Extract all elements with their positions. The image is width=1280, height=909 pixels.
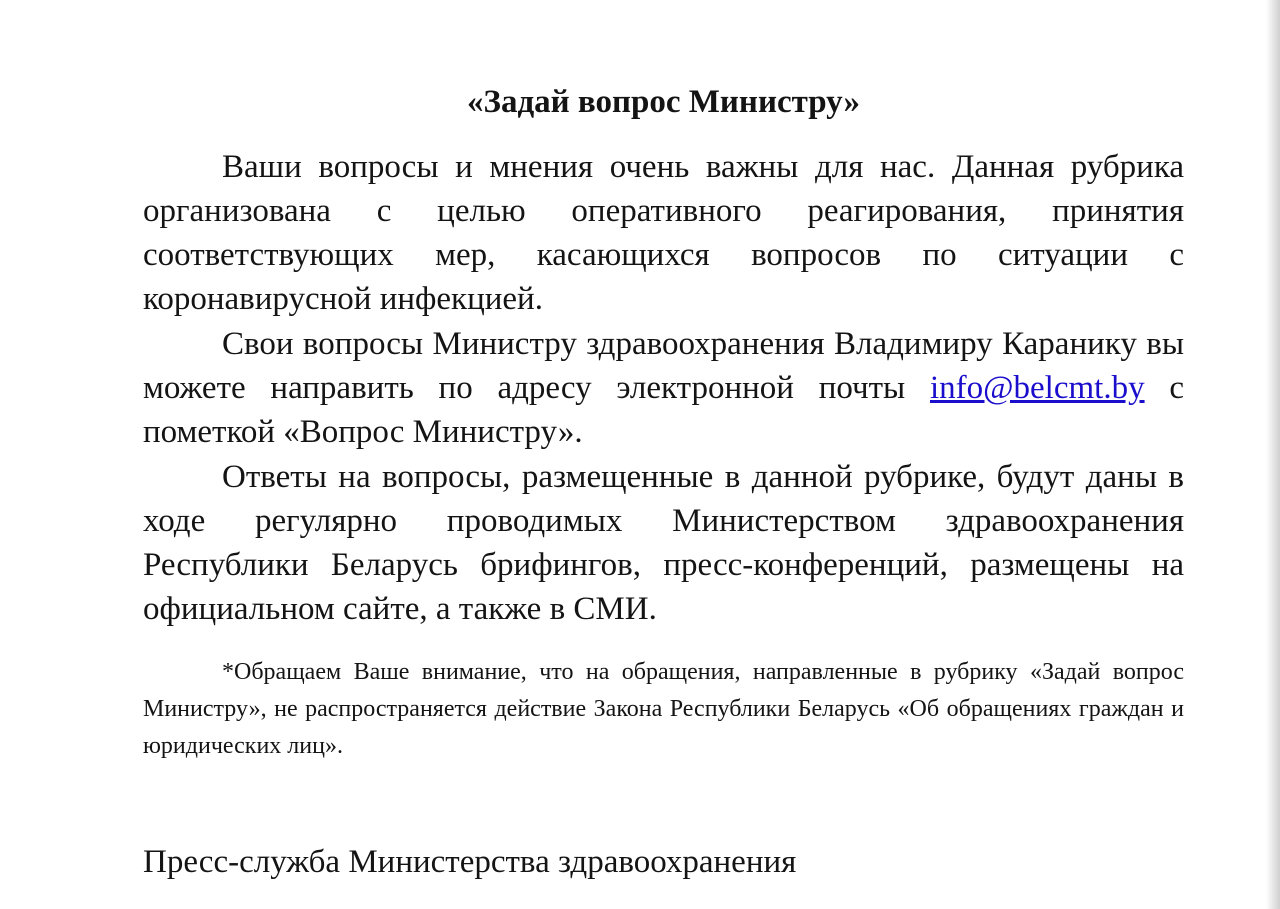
paragraph-intro: Ваши вопросы и мнения очень важны для нас. Данная рубрика организована с целью оперативного реагирования, принятия соответствующих мер, касающихся вопросов по ситуации с коронавирусной инфекцией. xyxy=(143,149,1184,317)
paragraph-contact-text-before: Свои вопросы Министру здравоохранения Владимиру Каранику вы можете направить по адресу электронной почты xyxy=(143,326,1184,406)
page-edge-shadow xyxy=(1266,0,1280,909)
signature: Пресс-служба Министерства здравоохранения xyxy=(143,844,797,880)
disclaimer-note: *Обращаем Ваше внимание, что на обращения, направленные в рубрику «Задай вопрос Министру», не распространяется действие Закона Республики Беларусь «Об обращениях граждан и юридических лиц». xyxy=(143,659,1184,759)
paragraph-contact xyxy=(143,322,1184,454)
email-link[interactable]: info@belcmt.by xyxy=(929,370,1145,406)
document-title: «Задай вопрос Министру» xyxy=(467,84,860,120)
paragraph-answers: Ответы на вопросы, размещенные в данной рубрике, будут даны в ходе регулярно проводимых Министерством здравоохранения Республики Беларусь брифингов, пресс-конференций, размещены на официальном сайте, а также в СМИ. xyxy=(143,459,1184,627)
paragraph-contact-text-after: с пометкой «Вопрос Министру». xyxy=(143,370,1184,450)
